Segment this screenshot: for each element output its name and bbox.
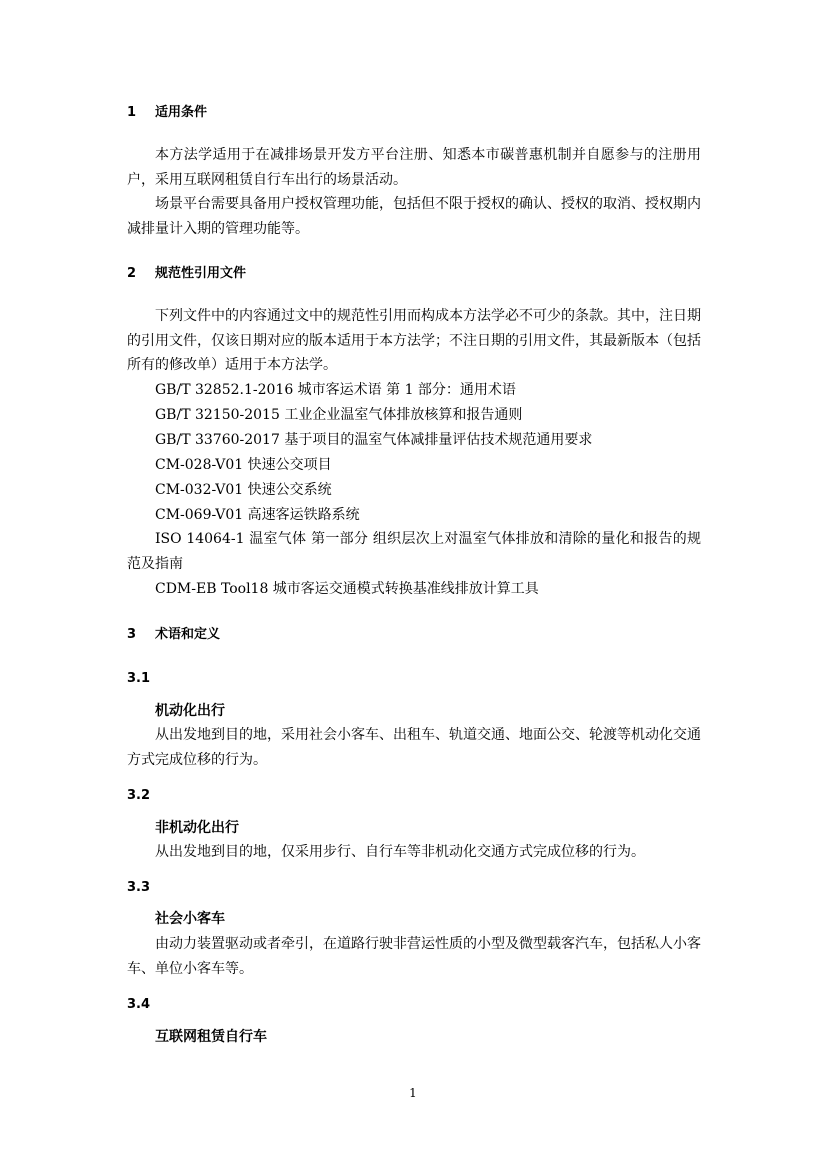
paragraph: 下列文件中的内容通过文中的规范性引用而构成本方法学必不可少的条款。其中，注日期的引用文件，仅该日期对应的版本适用于本方法学；不注日期的引用文件，其最新版本（包括所有的修改单）适用于本方法学。 <box>127 308 701 373</box>
term-number: 3.1 <box>127 671 151 686</box>
section-number: 2 <box>127 266 137 281</box>
reference-item: GB/T 32150-2015 工业企业温室气体排放核算和报告通则 <box>155 407 523 423</box>
section-2-heading <box>127 266 246 282</box>
reference-item: GB/T 32852.1-2016 城市客运术语 第 1 部分：通用术语 <box>155 382 516 398</box>
term-title: 非机动化出行 <box>155 820 239 836</box>
section-3-heading <box>127 627 220 643</box>
paragraph: 场景平台需要具备用户授权管理功能，包括但不限于授权的确认、授权的取消、授权期内减排量计入期的管理功能等。 <box>127 196 701 237</box>
reference-item: ISO 14064-1 温室气体 第一部分 组织层次上对温室气体排放和清除的量化和报告的规范及指南 <box>127 531 701 572</box>
section-number: 1 <box>127 105 137 120</box>
section-1-heading <box>127 105 207 121</box>
term-title: 机动化出行 <box>155 703 225 719</box>
term-title: 社会小客车 <box>155 911 225 927</box>
paragraph: 本方法学适用于在减排场景开发方平台注册、知悉本市碳普惠机制并自愿参与的注册用户，采用互联网租赁自行车出行的场景活动。 <box>127 147 701 188</box>
section-title: 术语和定义 <box>155 627 221 642</box>
term-number: 3.2 <box>127 788 151 803</box>
section-title: 适用条件 <box>155 105 208 120</box>
section-title: 规范性引用文件 <box>155 266 247 281</box>
term-definition: 从出发地到目的地，采用社会小客车、出租车、轨道交通、地面公交、轮渡等机动化交通方式完成位移的行为。 <box>127 727 701 768</box>
reference-item: CDM-EB Tool18 城市客运交通模式转换基准线排放计算工具 <box>155 581 539 597</box>
reference-item: GB/T 33760-2017 基于项目的温室气体减排量评估技术规范通用要求 <box>155 432 593 448</box>
reference-item: CM-069-V01 高速客运铁路系统 <box>155 507 360 523</box>
term-number: 3.4 <box>127 997 151 1012</box>
reference-item: CM-032-V01 快速公交系统 <box>155 482 332 498</box>
reference-item: CM-028-V01 快速公交项目 <box>155 457 332 473</box>
term-number: 3.3 <box>127 880 151 895</box>
term-title: 互联网租赁自行车 <box>155 1029 267 1045</box>
term-definition: 从出发地到目的地，仅采用步行、自行车等非机动化交通方式完成位移的行为。 <box>155 844 645 860</box>
section-number: 3 <box>127 627 137 642</box>
term-definition: 由动力装置驱动或者牵引，在道路行驶非营运性质的小型及微型载客汽车，包括私人小客车、单位小客车等。 <box>127 936 701 977</box>
page-number: 1 <box>409 1086 417 1100</box>
